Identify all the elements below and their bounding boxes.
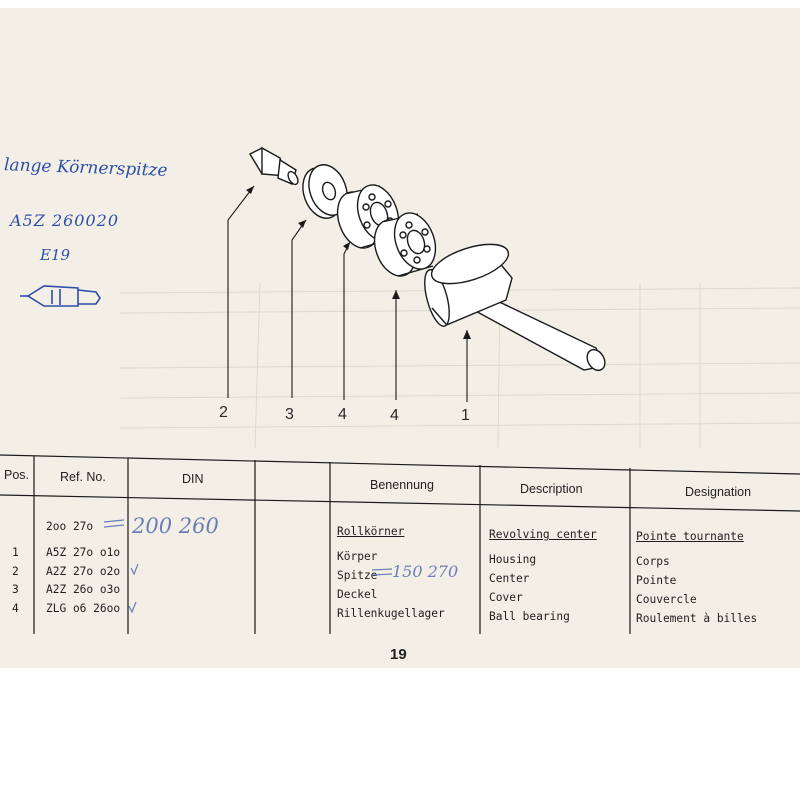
assembly-description: Revolving center [489,528,597,541]
row-2-benennung: Spitze [337,569,378,582]
callout-4b: 4 [390,407,399,424]
assembly-benennung: Rollkörner [337,525,405,538]
row-1-ref: A5Z 27o o1o [46,546,121,559]
header-pos: Pos. [4,468,30,482]
row-1-description: Housing [489,553,537,566]
row-4-pos: 4 [12,602,19,615]
row-3-designation: Couvercle [636,593,697,606]
row-4-ref: ZLG o6 26oo [46,602,121,615]
header-designation: Designation [685,485,752,499]
manual-page [0,8,800,668]
assembly-designation: Pointe tournante [636,530,744,543]
row-2-pos: 2 [12,565,19,578]
check-mark-icon [131,564,138,574]
equals-mark-icon [372,569,392,575]
row-3-ref: A2Z 26o o3o [46,583,121,596]
handwritten-note-part-number: A5Z 260020 [10,211,120,230]
row-3-description: Cover [489,591,523,604]
check-marks [0,8,800,668]
header-description: Description [520,482,583,496]
check-mark-icon [129,602,136,612]
row-1-designation: Corps [636,555,670,568]
row-1-pos: 1 [12,546,19,559]
handwritten-note-long-center: lange Körnerspitze [3,155,168,181]
assembly-ref-handwritten: 200 260 [132,514,219,538]
equals-mark-icon [104,520,124,527]
row-1-benennung: Körper [337,550,378,563]
row-4-benennung: Rillenkugellager [337,607,445,620]
handwritten-note-code: E19 [40,246,71,264]
row-2-ref: A2Z 27o o2o [46,565,121,578]
row-2-description: Center [489,572,530,585]
row-3-pos: 3 [12,583,19,596]
row-2-designation: Pointe [636,574,677,587]
row-4-description: Ball bearing [489,610,570,623]
assembly-ref: 2oo 27o [46,520,94,533]
row-4-designation: Roulement à billes [636,612,758,625]
callout-2: 2 [219,404,228,421]
page-number: 19 [390,646,407,663]
header-din: DIN [182,472,204,486]
callout-3: 3 [285,406,294,423]
header-benennung: Benennung [370,478,434,492]
row-3-benennung: Deckel [337,588,378,601]
callout-1: 1 [461,407,470,424]
header-ref-no: Ref. No. [60,470,106,484]
row-2-handwritten: 150 270 [392,562,459,581]
callout-4a: 4 [338,406,347,423]
